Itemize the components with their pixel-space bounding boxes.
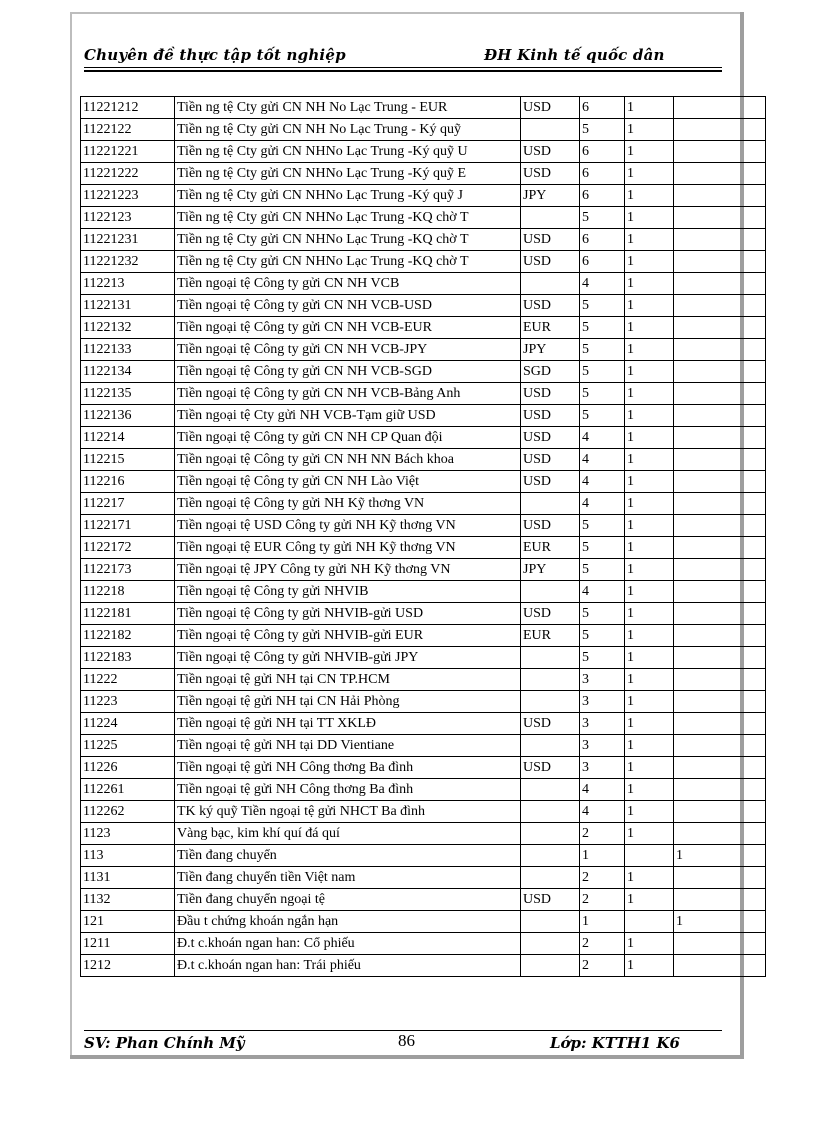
account-name-cell: Tiền ng tệ Cty gửi CN NH No Lạc Trung - EUR — [175, 97, 521, 119]
currency-cell: USD — [521, 383, 580, 405]
flag-detail-cell: 1 — [625, 581, 674, 603]
currency-cell: EUR — [521, 625, 580, 647]
table-row — [81, 559, 766, 581]
account-name-cell: Tiền ngoại tệ EUR Công ty gửi NH Kỹ thơng VN — [175, 537, 521, 559]
level-cell: 3 — [580, 713, 625, 735]
level-cell: 2 — [580, 867, 625, 889]
currency-cell: EUR — [521, 317, 580, 339]
level-cell: 6 — [580, 229, 625, 251]
currency-cell — [521, 691, 580, 713]
table-row — [81, 691, 766, 713]
flag-group-cell — [674, 383, 766, 405]
header-rule — [84, 67, 722, 68]
level-cell: 6 — [580, 141, 625, 163]
flag-group-cell — [674, 97, 766, 119]
flag-group-cell — [674, 515, 766, 537]
page-frame-left — [70, 12, 72, 1057]
level-cell: 5 — [580, 361, 625, 383]
currency-cell — [521, 779, 580, 801]
flag-detail-cell: 1 — [625, 669, 674, 691]
level-cell: 6 — [580, 185, 625, 207]
level-cell: 5 — [580, 537, 625, 559]
account-code-cell: 1211 — [81, 933, 175, 955]
account-code-cell: 11221222 — [81, 163, 175, 185]
flag-group-cell — [674, 779, 766, 801]
account-code-cell: 1123 — [81, 823, 175, 845]
flag-group-cell — [674, 427, 766, 449]
flag-group-cell — [674, 933, 766, 955]
currency-cell — [521, 933, 580, 955]
flag-detail-cell: 1 — [625, 207, 674, 229]
table-row — [81, 757, 766, 779]
table-row — [81, 911, 766, 933]
flag-detail-cell: 1 — [625, 405, 674, 427]
account-name-cell: Tiền ng tệ Cty gửi CN NHNo Lạc Trung -KQ chờ T — [175, 207, 521, 229]
flag-group-cell — [674, 229, 766, 251]
account-name-cell: Tiền ngoại tệ Công ty gửi CN NH NN Bách khoa — [175, 449, 521, 471]
account-code-cell: 1122183 — [81, 647, 175, 669]
account-code-cell: 1122134 — [81, 361, 175, 383]
footer-student: SV: Phan Chính Mỹ — [84, 1034, 245, 1052]
level-cell: 4 — [580, 427, 625, 449]
account-code-cell: 11221232 — [81, 251, 175, 273]
currency-cell: USD — [521, 97, 580, 119]
flag-group-cell — [674, 713, 766, 735]
flag-detail-cell: 1 — [625, 801, 674, 823]
account-name-cell: Tiền ngoại tệ Công ty gửi CN NH CP Quan đội — [175, 427, 521, 449]
account-name-cell: Tiền ngoại tệ gửi NH tại CN Hải Phòng — [175, 691, 521, 713]
currency-cell — [521, 207, 580, 229]
page-number: 86 — [398, 1031, 415, 1050]
level-cell: 5 — [580, 625, 625, 647]
account-name-cell: Đ.t c.khoán ngan han: Trái phiếu — [175, 955, 521, 977]
account-name-cell: Tiền ng tệ Cty gửi CN NHNo Lạc Trung -Ký quỹ U — [175, 141, 521, 163]
level-cell: 2 — [580, 955, 625, 977]
table-row — [81, 581, 766, 603]
flag-group-cell — [674, 625, 766, 647]
account-code-cell: 1122133 — [81, 339, 175, 361]
flag-group-cell — [674, 449, 766, 471]
flag-detail-cell: 1 — [625, 625, 674, 647]
account-name-cell: Tiền ngoại tệ Công ty gửi CN NH VCB-SGD — [175, 361, 521, 383]
table-row — [81, 185, 766, 207]
level-cell: 5 — [580, 119, 625, 141]
flag-detail-cell: 1 — [625, 779, 674, 801]
account-code-cell: 1122136 — [81, 405, 175, 427]
table-row — [81, 97, 766, 119]
table-row — [81, 779, 766, 801]
flag-detail-cell: 1 — [625, 647, 674, 669]
flag-detail-cell: 1 — [625, 823, 674, 845]
currency-cell — [521, 493, 580, 515]
currency-cell: USD — [521, 889, 580, 911]
level-cell: 5 — [580, 383, 625, 405]
flag-detail-cell: 1 — [625, 163, 674, 185]
table-row — [81, 471, 766, 493]
account-code-cell: 112215 — [81, 449, 175, 471]
flag-group-cell — [674, 141, 766, 163]
currency-cell — [521, 867, 580, 889]
currency-cell: USD — [521, 251, 580, 273]
account-code-cell: 1122123 — [81, 207, 175, 229]
flag-detail-cell: 1 — [625, 185, 674, 207]
table-row — [81, 933, 766, 955]
flag-detail-cell: 1 — [625, 229, 674, 251]
account-name-cell: Tiền ngoại tệ Công ty gửi NHVIB-gửi EUR — [175, 625, 521, 647]
account-name-cell: Tiền ngoại tệ Công ty gửi CN NH VCB — [175, 273, 521, 295]
account-name-cell: Tiền ngoại tệ Công ty gửi NHVIB-gửi JPY — [175, 647, 521, 669]
flag-group-cell — [674, 119, 766, 141]
flag-detail-cell: 1 — [625, 955, 674, 977]
level-cell: 5 — [580, 603, 625, 625]
account-name-cell: Tiền đang chuyển — [175, 845, 521, 867]
account-name-cell: Tiền ng tệ Cty gửi CN NHNo Lạc Trung -KQ chờ T — [175, 251, 521, 273]
flag-group-cell — [674, 185, 766, 207]
account-name-cell: Tiền ngoại tệ gửi NH tại TT XKLĐ — [175, 713, 521, 735]
currency-cell — [521, 735, 580, 757]
level-cell: 1 — [580, 845, 625, 867]
currency-cell — [521, 911, 580, 933]
level-cell: 5 — [580, 295, 625, 317]
table-row — [81, 229, 766, 251]
flag-group-cell — [674, 757, 766, 779]
currency-cell: USD — [521, 757, 580, 779]
currency-cell — [521, 955, 580, 977]
currency-cell: SGD — [521, 361, 580, 383]
account-name-cell: Tiền ngoại tệ Công ty gửi NHVIB-gửi USD — [175, 603, 521, 625]
table-row — [81, 427, 766, 449]
flag-group-cell — [674, 163, 766, 185]
table-row — [81, 713, 766, 735]
currency-cell — [521, 119, 580, 141]
flag-detail-cell: 1 — [625, 493, 674, 515]
level-cell: 2 — [580, 823, 625, 845]
flag-detail-cell: 1 — [625, 713, 674, 735]
account-name-cell: Đầu t chứng khoán ngắn hạn — [175, 911, 521, 933]
account-code-cell: 11225 — [81, 735, 175, 757]
currency-cell — [521, 801, 580, 823]
level-cell: 5 — [580, 515, 625, 537]
account-code-cell: 112214 — [81, 427, 175, 449]
level-cell: 5 — [580, 317, 625, 339]
flag-group-cell — [674, 339, 766, 361]
flag-group-cell — [674, 317, 766, 339]
currency-cell — [521, 581, 580, 603]
flag-detail-cell: 1 — [625, 889, 674, 911]
flag-detail-cell: 1 — [625, 603, 674, 625]
account-name-cell: Tiền ng tệ Cty gửi CN NHNo Lạc Trung -Ký quỹ J — [175, 185, 521, 207]
level-cell: 4 — [580, 449, 625, 471]
account-code-cell: 121 — [81, 911, 175, 933]
account-name-cell: Tiền ngoại tệ gửi NH tại DD Vientiane — [175, 735, 521, 757]
currency-cell: USD — [521, 405, 580, 427]
account-name-cell: Tiền ngoại tệ Công ty gửi CN NH VCB-USD — [175, 295, 521, 317]
flag-group-cell — [674, 801, 766, 823]
account-code-cell: 1122171 — [81, 515, 175, 537]
currency-cell: USD — [521, 295, 580, 317]
flag-detail-cell: 1 — [625, 515, 674, 537]
account-code-cell: 1122173 — [81, 559, 175, 581]
table-row — [81, 669, 766, 691]
level-cell: 4 — [580, 471, 625, 493]
table-row — [81, 361, 766, 383]
flag-detail-cell: 1 — [625, 471, 674, 493]
currency-cell: EUR — [521, 537, 580, 559]
account-name-cell: Tiền ngoại tệ Công ty gửi CN NH VCB-EUR — [175, 317, 521, 339]
flag-detail-cell: 1 — [625, 559, 674, 581]
account-name-cell: Tiền ngoại tệ gửi NH Công thơng Ba đình — [175, 779, 521, 801]
table-row — [81, 647, 766, 669]
flag-detail-cell: 1 — [625, 933, 674, 955]
level-cell: 6 — [580, 97, 625, 119]
account-code-cell: 11222 — [81, 669, 175, 691]
flag-detail-cell: 1 — [625, 317, 674, 339]
table-row — [81, 273, 766, 295]
currency-cell: USD — [521, 471, 580, 493]
flag-detail-cell: 1 — [625, 295, 674, 317]
level-cell: 3 — [580, 669, 625, 691]
flag-group-cell — [674, 471, 766, 493]
footer-class: Lớp: KTTH1 K6 — [550, 1034, 680, 1052]
flag-group-cell — [674, 273, 766, 295]
currency-cell: USD — [521, 603, 580, 625]
account-code-cell: 112218 — [81, 581, 175, 603]
table-row — [81, 735, 766, 757]
table-row — [81, 845, 766, 867]
level-cell: 4 — [580, 779, 625, 801]
currency-cell: USD — [521, 449, 580, 471]
account-name-cell: Tiền ng tệ Cty gửi CN NHNo Lạc Trung -Ký quỹ E — [175, 163, 521, 185]
account-code-cell: 112217 — [81, 493, 175, 515]
currency-cell: USD — [521, 229, 580, 251]
flag-detail-cell: 1 — [625, 383, 674, 405]
header-rule-thick — [84, 70, 722, 72]
level-cell: 4 — [580, 801, 625, 823]
flag-detail-cell: 1 — [625, 537, 674, 559]
account-name-cell: Tiền ngoại tệ Công ty gửi CN NH VCB-JPY — [175, 339, 521, 361]
level-cell: 5 — [580, 647, 625, 669]
account-name-cell: Tiền ngoại tệ Công ty gửi NH Kỹ thơng VN — [175, 493, 521, 515]
account-code-cell: 1122135 — [81, 383, 175, 405]
flag-detail-cell: 1 — [625, 449, 674, 471]
currency-cell: JPY — [521, 185, 580, 207]
table-row — [81, 955, 766, 977]
currency-cell — [521, 669, 580, 691]
table-row — [81, 823, 766, 845]
flag-detail-cell: 1 — [625, 273, 674, 295]
header-title-left: Chuyên đề thực tập tốt nghiệp — [84, 46, 346, 64]
level-cell: 2 — [580, 889, 625, 911]
table-row — [81, 801, 766, 823]
account-name-cell: TK ký quỹ Tiền ngoại tệ gửi NHCT Ba đình — [175, 801, 521, 823]
level-cell: 5 — [580, 207, 625, 229]
flag-detail-cell: 1 — [625, 735, 674, 757]
level-cell: 6 — [580, 251, 625, 273]
table-row — [81, 295, 766, 317]
account-code-cell: 112261 — [81, 779, 175, 801]
flag-detail-cell: 1 — [625, 339, 674, 361]
flag-group-cell — [674, 361, 766, 383]
currency-cell: JPY — [521, 339, 580, 361]
account-name-cell: Tiền ngoại tệ USD Công ty gửi NH Kỹ thơng VN — [175, 515, 521, 537]
flag-detail-cell: 1 — [625, 691, 674, 713]
flag-group-cell — [674, 537, 766, 559]
account-code-cell: 1132 — [81, 889, 175, 911]
table-row — [81, 625, 766, 647]
flag-detail-cell: 1 — [625, 141, 674, 163]
account-table — [80, 96, 766, 977]
level-cell: 4 — [580, 273, 625, 295]
flag-group-cell — [674, 647, 766, 669]
account-name-cell: Đ.t c.khoán ngan han: Cổ phiếu — [175, 933, 521, 955]
header-title-right: ĐH Kinh tế quốc dân — [484, 46, 665, 64]
account-code-cell: 11221221 — [81, 141, 175, 163]
level-cell: 5 — [580, 405, 625, 427]
flag-group-cell — [674, 603, 766, 625]
table-row — [81, 251, 766, 273]
account-code-cell: 11221212 — [81, 97, 175, 119]
account-code-cell: 112216 — [81, 471, 175, 493]
table-row — [81, 493, 766, 515]
account-name-cell: Tiền ngoại tệ Cty gửi NH VCB-Tạm giữ USD — [175, 405, 521, 427]
flag-group-cell — [674, 889, 766, 911]
account-code-cell: 1122122 — [81, 119, 175, 141]
account-name-cell: Vàng bạc, kim khí quí đá quí — [175, 823, 521, 845]
table-row — [81, 405, 766, 427]
account-code-cell: 1122181 — [81, 603, 175, 625]
flag-detail-cell: 1 — [625, 361, 674, 383]
table-row — [81, 119, 766, 141]
currency-cell: USD — [521, 427, 580, 449]
flag-group-cell — [674, 251, 766, 273]
flag-group-cell — [674, 823, 766, 845]
account-code-cell: 11226 — [81, 757, 175, 779]
flag-group-cell: 1 — [674, 911, 766, 933]
account-table-body — [81, 97, 766, 977]
level-cell: 2 — [580, 933, 625, 955]
account-name-cell: Tiền ngoại tệ Công ty gửi CN NH Lào Việt — [175, 471, 521, 493]
currency-cell: USD — [521, 163, 580, 185]
flag-group-cell — [674, 669, 766, 691]
currency-cell: USD — [521, 713, 580, 735]
table-row — [81, 163, 766, 185]
currency-cell — [521, 845, 580, 867]
level-cell: 1 — [580, 911, 625, 933]
currency-cell — [521, 823, 580, 845]
currency-cell — [521, 273, 580, 295]
flag-detail-cell: 1 — [625, 119, 674, 141]
account-code-cell: 11221231 — [81, 229, 175, 251]
flag-detail-cell: 1 — [625, 867, 674, 889]
flag-group-cell — [674, 295, 766, 317]
table-row — [81, 317, 766, 339]
flag-group-cell — [674, 493, 766, 515]
table-row — [81, 339, 766, 361]
account-name-cell: Tiền ngoại tệ JPY Công ty gửi NH Kỹ thơng VN — [175, 559, 521, 581]
table-row — [81, 867, 766, 889]
level-cell: 5 — [580, 339, 625, 361]
flag-group-cell — [674, 405, 766, 427]
level-cell: 3 — [580, 691, 625, 713]
currency-cell: USD — [521, 141, 580, 163]
level-cell: 3 — [580, 757, 625, 779]
account-name-cell: Tiền ngoại tệ gửi NH Công thơng Ba đình — [175, 757, 521, 779]
flag-group-cell — [674, 559, 766, 581]
level-cell: 6 — [580, 163, 625, 185]
flag-group-cell — [674, 207, 766, 229]
currency-cell: USD — [521, 515, 580, 537]
account-code-cell: 1131 — [81, 867, 175, 889]
account-code-cell: 112213 — [81, 273, 175, 295]
page-footer — [84, 1030, 722, 1056]
currency-cell: JPY — [521, 559, 580, 581]
table-row — [81, 207, 766, 229]
currency-cell — [521, 647, 580, 669]
flag-detail-cell — [625, 845, 674, 867]
table-row — [81, 515, 766, 537]
flag-group-cell — [674, 735, 766, 757]
account-name-cell: Tiền ng tệ Cty gửi CN NHNo Lạc Trung -KQ chờ T — [175, 229, 521, 251]
account-code-cell: 1122132 — [81, 317, 175, 339]
account-name-cell: Tiền ng tệ Cty gửi CN NH No Lạc Trung - Ký quỹ — [175, 119, 521, 141]
table-row — [81, 141, 766, 163]
account-code-cell: 11223 — [81, 691, 175, 713]
account-code-cell: 113 — [81, 845, 175, 867]
flag-group-cell — [674, 955, 766, 977]
flag-detail-cell — [625, 911, 674, 933]
account-code-cell: 1122182 — [81, 625, 175, 647]
page-frame-top — [70, 12, 744, 14]
account-code-cell: 1212 — [81, 955, 175, 977]
flag-group-cell — [674, 581, 766, 603]
account-code-cell: 1122131 — [81, 295, 175, 317]
account-name-cell: Tiền đang chuyển ngoại tệ — [175, 889, 521, 911]
account-code-cell: 1122172 — [81, 537, 175, 559]
table-row — [81, 449, 766, 471]
flag-detail-cell: 1 — [625, 427, 674, 449]
level-cell: 3 — [580, 735, 625, 757]
table-row — [81, 537, 766, 559]
account-code-cell: 112262 — [81, 801, 175, 823]
flag-group-cell — [674, 867, 766, 889]
flag-group-cell: 1 — [674, 845, 766, 867]
account-code-cell: 11221223 — [81, 185, 175, 207]
page-header — [84, 46, 722, 72]
table-row — [81, 603, 766, 625]
account-name-cell: Tiền ngoại tệ gửi NH tại CN TP.HCM — [175, 669, 521, 691]
account-code-cell: 11224 — [81, 713, 175, 735]
level-cell: 4 — [580, 493, 625, 515]
table-row — [81, 383, 766, 405]
table-row — [81, 889, 766, 911]
account-name-cell: Tiền ngoại tệ Công ty gửi CN NH VCB-Bảng Anh — [175, 383, 521, 405]
flag-detail-cell: 1 — [625, 757, 674, 779]
flag-detail-cell: 1 — [625, 97, 674, 119]
account-name-cell: Tiền đang chuyển tiền Việt nam — [175, 867, 521, 889]
level-cell: 4 — [580, 581, 625, 603]
level-cell: 5 — [580, 559, 625, 581]
flag-detail-cell: 1 — [625, 251, 674, 273]
flag-group-cell — [674, 691, 766, 713]
account-name-cell: Tiền ngoại tệ Công ty gửi NHVIB — [175, 581, 521, 603]
